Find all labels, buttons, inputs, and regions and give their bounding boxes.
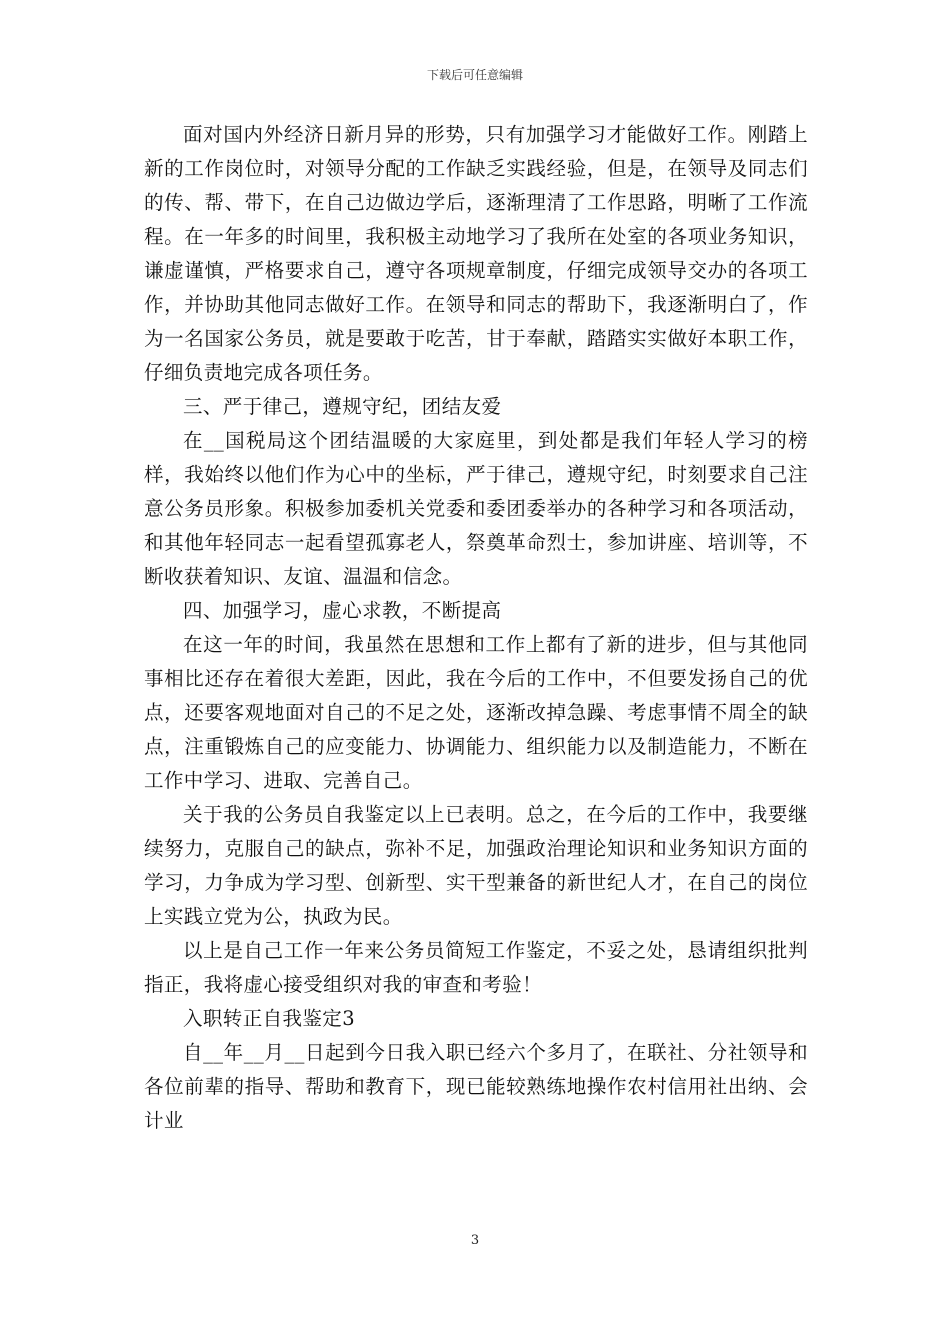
document-body — [144, 118, 808, 1138]
paragraph-summary: 关于我的公务员自我鉴定以上已表明。总之，在今后的工作中，我要继续努力，克服自己的缺点，弥补不足，加强政治理论知识和业务知识方面的学习，力争成为学习型、创新型、实干型兼备的新世纪人才，在自己的岗位上实践立党为公，执政为民。 — [144, 803, 808, 928]
paragraph-closing: 以上是自己工作一年来公务员简短工作鉴定，不妥之处，恳请组织批判指正，我将虚心接受组织对我的审查和考验！ — [144, 939, 808, 996]
section-heading-discipline: 三、严于律己，遵规守纪，团结友爱 — [183, 395, 502, 418]
page-header: 下载后可任意编辑 — [426, 68, 523, 82]
paragraph-discipline: 在__国税局这个团结温暖的大家庭里，到处都是我们年轻人学习的榜样，我始终以他们作为心中的坐标，严于律己，遵规守纪，时刻要求自己注意公务员形象。积极参加委机关党委和委团委举办的各种学习和各项活动，和其他年轻同志一起看望孤寡老人，祭奠革命烈士，参加讲座、培训等，不断收获着知识、友谊、温温和信念。 — [144, 429, 808, 588]
paragraph-appraisal-3-intro: 自__年__月__日起到今日我入职已经六个多月了，在联社、分社领导和各位前辈的指导、帮助和教育下，现已能较熟练地操作农村信用社出纳、会计业 — [144, 1041, 808, 1132]
section-heading-learning: 四、加强学习，虚心求教，不断提高 — [183, 599, 502, 622]
page-number: 3 — [470, 1233, 480, 1248]
paragraph-study: 面对国内外经济日新月异的形势，只有加强学习才能做好工作。刚踏上新的工作岗位时，对领导分配的工作缺乏实践经验，但是，在领导及同志们的传、帮、带下，在自己边做边学后，逐渐理清了工作思路，明晰了工作流程。在一年多的时间里，我积极主动地学习了我所在处室的各项业务知识，谦虚谨慎，严格要求自己，遵守各项规章制度，仔细完成领导交办的各项工作，并协助其他同志做好工作。在领导和同志的帮助下，我逐渐明白了，作为一名国家公务员，就是要敢于吃苦，甘于奉献，踏踏实实做好本职工作，仔细负责地完成各项任务。 — [144, 123, 808, 384]
paragraph-learning: 在这一年的时间，我虽然在思想和工作上都有了新的进步，但与其他同事相比还存在着很大差距，因此，我在今后的工作中，不但要发扬自己的优点，还要客观地面对自己的不足之处，逐渐改掉急躁、考虑事情不周全的缺点，注重锻炼自己的应变能力、协调能力、组织能力以及制造能力，不断在工作中学习、进取、完善自己。 — [144, 633, 808, 792]
section-title-appraisal-3: 入职转正自我鉴定3 — [183, 1007, 356, 1030]
